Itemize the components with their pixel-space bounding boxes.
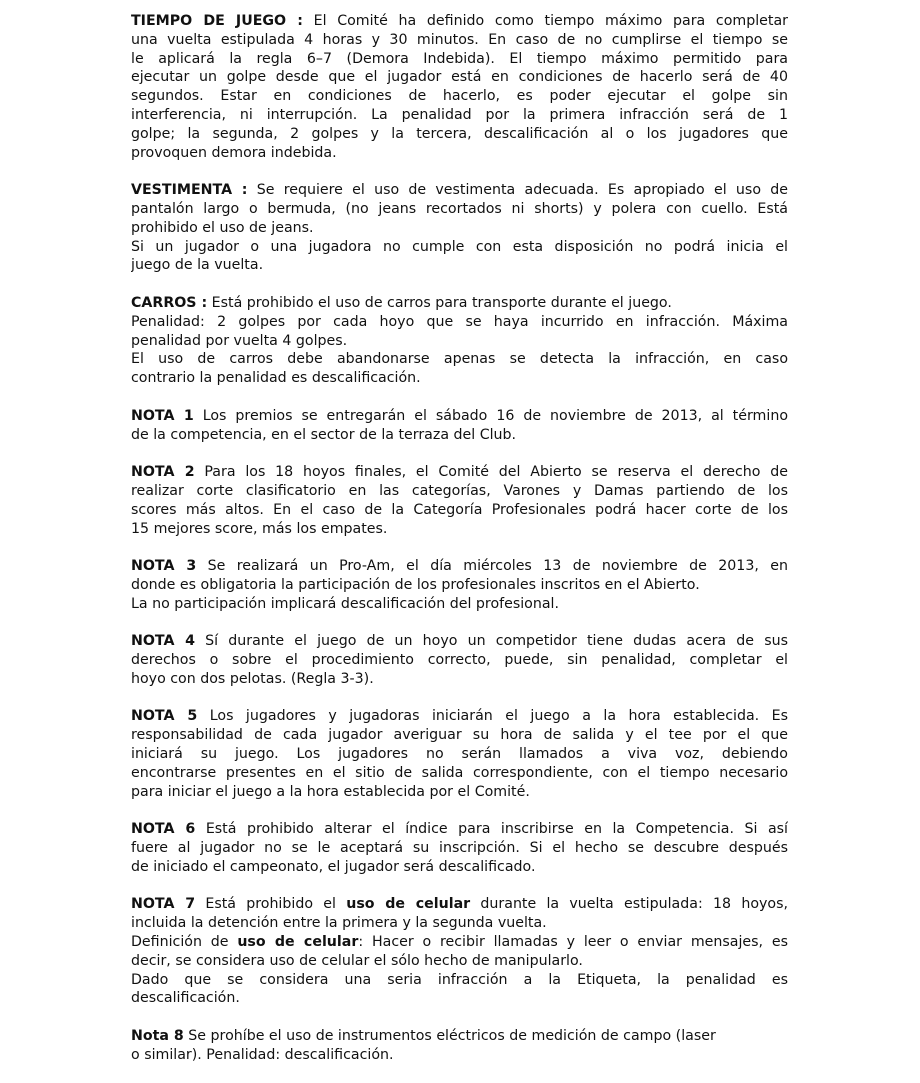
text-line: incluida la detención entre la primera y la segunda vuelta. — [131, 915, 547, 932]
text-line: o similar). Penalidad: descalificación. — [131, 1046, 394, 1063]
text-line: ejecutar un golpe desde que el jugador está en condiciones de hacerlo será de 40 — [131, 69, 788, 86]
text-line: encontrarse presentes en el sitio de salida correspondiente, con el tiempo necesario — [131, 764, 788, 781]
text-line: contrario la penalidad es descalificación. — [131, 370, 421, 387]
text-line: donde es obligatoria la participación de los profesionales inscritos en el Abierto. — [131, 576, 700, 593]
text-line: Dado que se considera una seria infracción a la Etiqueta, la penalidad es — [131, 971, 788, 988]
text-line: de iniciado el campeonato, el jugador será descalificado. — [131, 858, 536, 875]
text-line: realizar corte clasificatorio en las categorías, Varones y Damas partiendo de los — [131, 482, 788, 499]
section-heading: NOTA 7 — [131, 896, 196, 913]
section-nota-8 — [131, 1027, 788, 1065]
section-nota-5 — [131, 707, 788, 801]
text-line: derechos o sobre el procedimiento correcto, puede, sin penalidad, completar el — [131, 652, 788, 669]
section-heading: TIEMPO DE JUEGO : — [131, 13, 303, 29]
text-line: fuere al jugador no se le aceptará su inscripción. Si el hecho se descubre después — [131, 840, 788, 857]
text-line: prohibido el uso de jeans. — [131, 219, 314, 236]
emphasis-text: uso de celular — [346, 896, 471, 913]
text-line: Nota 8 Se prohíbe el uso de instrumentos eléctricos de medición de campo (laser — [131, 1028, 716, 1045]
text-line: Penalidad: 2 golpes por cada hoyo que se haya incurrido en infracción. Máxima — [131, 313, 788, 330]
section-nota-6 — [131, 820, 788, 876]
section-heading: VESTIMENTA : — [131, 182, 248, 199]
text-line: responsabilidad de cada jugador averiguar su hora de salida y el tee por el que — [131, 727, 788, 744]
text-line: interferencia, ni interrupción. La penalidad por la primera infracción será de 1 — [131, 106, 788, 123]
text-line: NOTA 2 Para los 18 hoyos finales, el Comité del Abierto se reserva el derecho de — [131, 464, 788, 481]
section-heading: Nota 8 — [131, 1028, 184, 1045]
text-line: La no participación implicará descalificación del profesional. — [131, 595, 560, 612]
text-line: para iniciar el juego a la hora establecida por el Comité. — [131, 783, 530, 800]
section-heading: NOTA 4 — [131, 633, 195, 650]
section-nota-1 — [131, 407, 788, 445]
section-heading: CARROS : — [131, 294, 208, 311]
text-line: scores más altos. En el caso de la Categoría Profesionales podrá hacer corte de los — [131, 501, 788, 518]
text-line: provoquen demora indebida. — [131, 144, 337, 161]
section-heading: NOTA 3 — [131, 558, 197, 575]
text-line: NOTA 3 Se realizará un Pro-Am, el día miércoles 13 de noviembre de 2013, en — [131, 558, 788, 575]
section-heading: NOTA 2 — [131, 464, 195, 481]
section-tiempo-de-juego — [131, 12, 788, 162]
section-heading: NOTA 6 — [131, 821, 196, 838]
text-line: penalidad por vuelta 4 golpes. — [131, 332, 348, 349]
section-heading: NOTA 5 — [131, 708, 198, 725]
text-line: hoyo con dos pelotas. (Regla 3-3). — [131, 670, 374, 687]
section-carros — [131, 294, 788, 388]
section-vestimenta — [131, 181, 788, 275]
text-line: de la competencia, en el sector de la terraza del Club. — [131, 426, 517, 443]
section-nota-4 — [131, 632, 788, 688]
text-line: NOTA 7 Está prohibido el uso de celular durante la vuelta estipulada: 18 hoyos, — [131, 896, 788, 913]
text-line: segundos. Estar en condiciones de hacerlo, es poder ejecutar el golpe sin — [131, 88, 788, 105]
text-line: pantalón largo o bermuda, (no jeans recortados ni shorts) y polera con cuello. Está — [131, 200, 788, 217]
text-line: NOTA 1 Los premios se entregarán el sábado 16 de noviembre de 2013, al término — [131, 407, 788, 424]
text-line: NOTA 6 Está prohibido alterar el índice para inscribirse en la Competencia. Si así — [131, 821, 788, 838]
document-body — [131, 12, 788, 1083]
text-line: iniciará su juego. Los jugadores no serán llamados a viva voz, debiendo — [131, 746, 788, 763]
section-heading: NOTA 1 — [131, 407, 194, 424]
text-line: golpe; la segunda, 2 golpes y la tercera, descalificación al o los jugadores que — [131, 125, 788, 142]
text-line: una vuelta estipulada 4 horas y 30 minutos. En caso de no cumplirse el tiempo se — [131, 31, 788, 48]
section-nota-7 — [131, 895, 788, 1008]
text-line: NOTA 4 Sí durante el juego de un hoyo un competidor tiene dudas acera de sus — [131, 633, 788, 650]
emphasis-text: uso de celular — [237, 934, 359, 951]
text-line: Si un jugador o una jugadora no cumple con esta disposición no podrá inicia el — [131, 238, 788, 255]
section-nota-3 — [131, 557, 788, 613]
text-line: decir, se considera uso de celular el sólo hecho de manipularlo. — [131, 952, 583, 969]
section-nota-2 — [131, 463, 788, 538]
text-line: descalificación. — [131, 990, 240, 1007]
text-line: VESTIMENTA : Se requiere el uso de vestimenta adecuada. Es apropiado el uso de — [131, 182, 788, 199]
text-line: El uso de carros debe abandonarse apenas se detecta la infracción, en caso — [131, 351, 788, 368]
text-line: juego de la vuelta. — [131, 257, 264, 274]
text-line: 15 mejores score, más los empates. — [131, 520, 388, 537]
text-line: CARROS : Está prohibido el uso de carros para transporte durante el juego. — [131, 294, 672, 311]
text-line: Definición de uso de celular: Hacer o recibir llamadas y leer o enviar mensajes, es — [131, 934, 788, 951]
text-line: NOTA 5 Los jugadores y jugadoras iniciarán el juego a la hora establecida. Es — [131, 708, 788, 725]
text-line: TIEMPO DE JUEGO : El Comité ha definido como tiempo máximo para completar — [131, 13, 788, 29]
text-line: le aplicará la regla 6–7 (Demora Indebida). El tiempo máximo permitido para — [131, 50, 788, 67]
